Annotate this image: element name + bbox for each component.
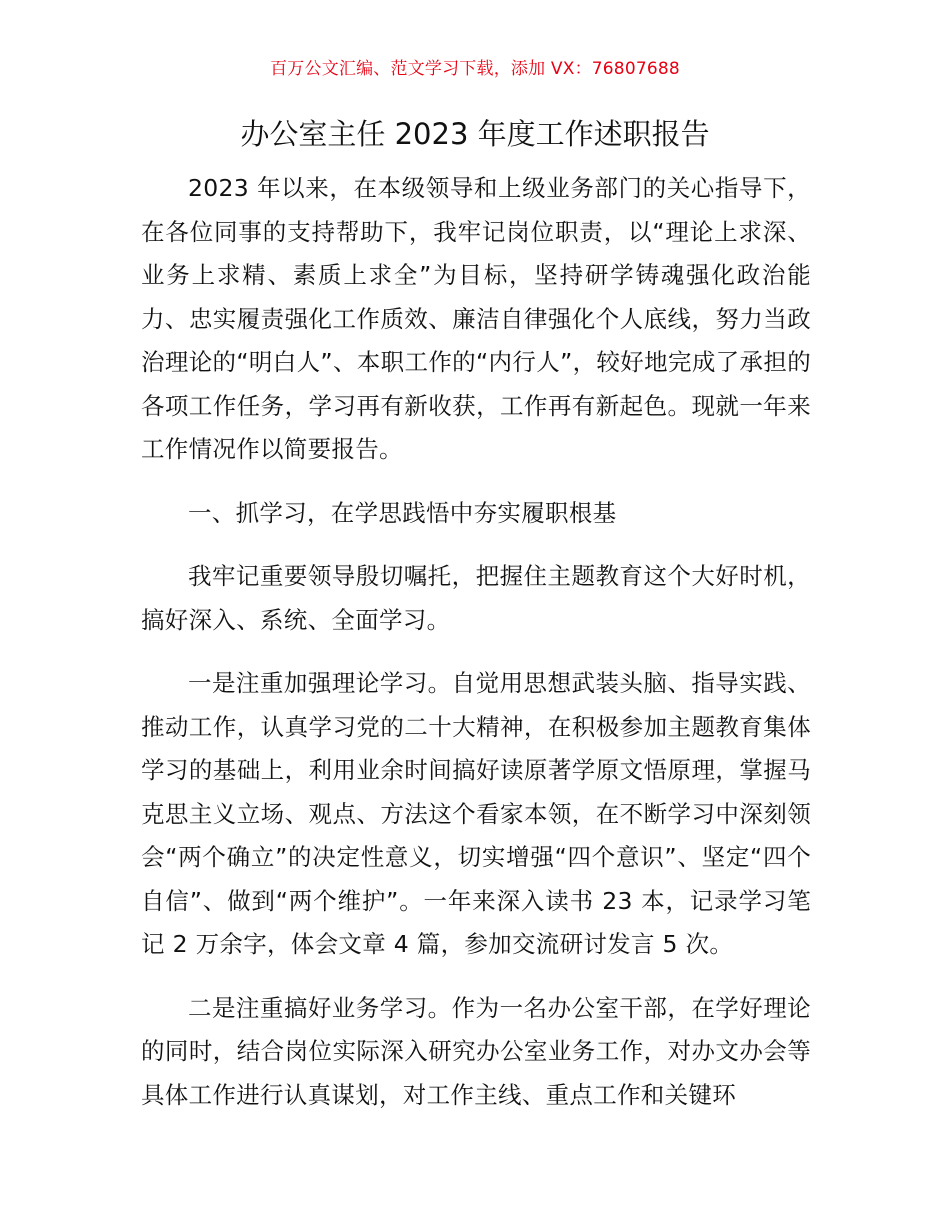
paragraph-section-1-intro: 我牢记重要领导殷切嘱托，把握住主题教育这个大好时机，搞好深入、系统、全面学习。 — [141, 562, 811, 634]
section-heading-1: 一、抓学习，在学思践悟中夯实履职根基 — [188, 498, 617, 527]
paragraph-theory-study: 一是注重加强理论学习。自觉用思想武装头脑、指导实践、推动工作，认真学习党的二十大精神，在积极参加主题教育集体学习的基础上，利用业余时间搞好读原著学原文悟原理，掌握马克思主义立场、观点、方法这个看家本领，在不断学习中深刻领会“两个确立”的决定性意义，切实增强“四个意识”、坚定“四个自信”、做到“两个维护”。一年来深入读书 23 本，记录学习笔记 2 万余字，体会文章 4 篇，参加交流研讨发言 5 次。 — [141, 669, 811, 958]
page-title: 办公室主任 2023 年度工作述职报告 — [240, 117, 710, 151]
document-body — [141, 167, 811, 1137]
promo-header: 百万公文汇编、范文学习下载，添加 VX：76807688 — [270, 59, 680, 79]
paragraph-business-study: 二是注重搞好业务学习。作为一名办公室干部，在学好理论的同时，结合岗位实际深入研究办公室业务工作，对办文办会等具体工作进行认真谋划，对工作主线、重点工作和关键环 — [141, 993, 811, 1109]
paragraph-intro: 2023 年以来，在本级领导和上级业务部门的关心指导下，在各位同事的支持帮助下，我牢记岗位职责，以“理论上求深、业务上求精、素质上求全”为目标，坚持研学铸魂强化政治能力、忠实履责强化工作质效、廉洁自律强化个人底线，努力当政治理论的“明白人”、本职工作的“内行人”，较好地完成了承担的各项工作任务，学习再有新收获，工作再有新起色。现就一年来工作情况作以简要报告。 — [141, 174, 811, 463]
